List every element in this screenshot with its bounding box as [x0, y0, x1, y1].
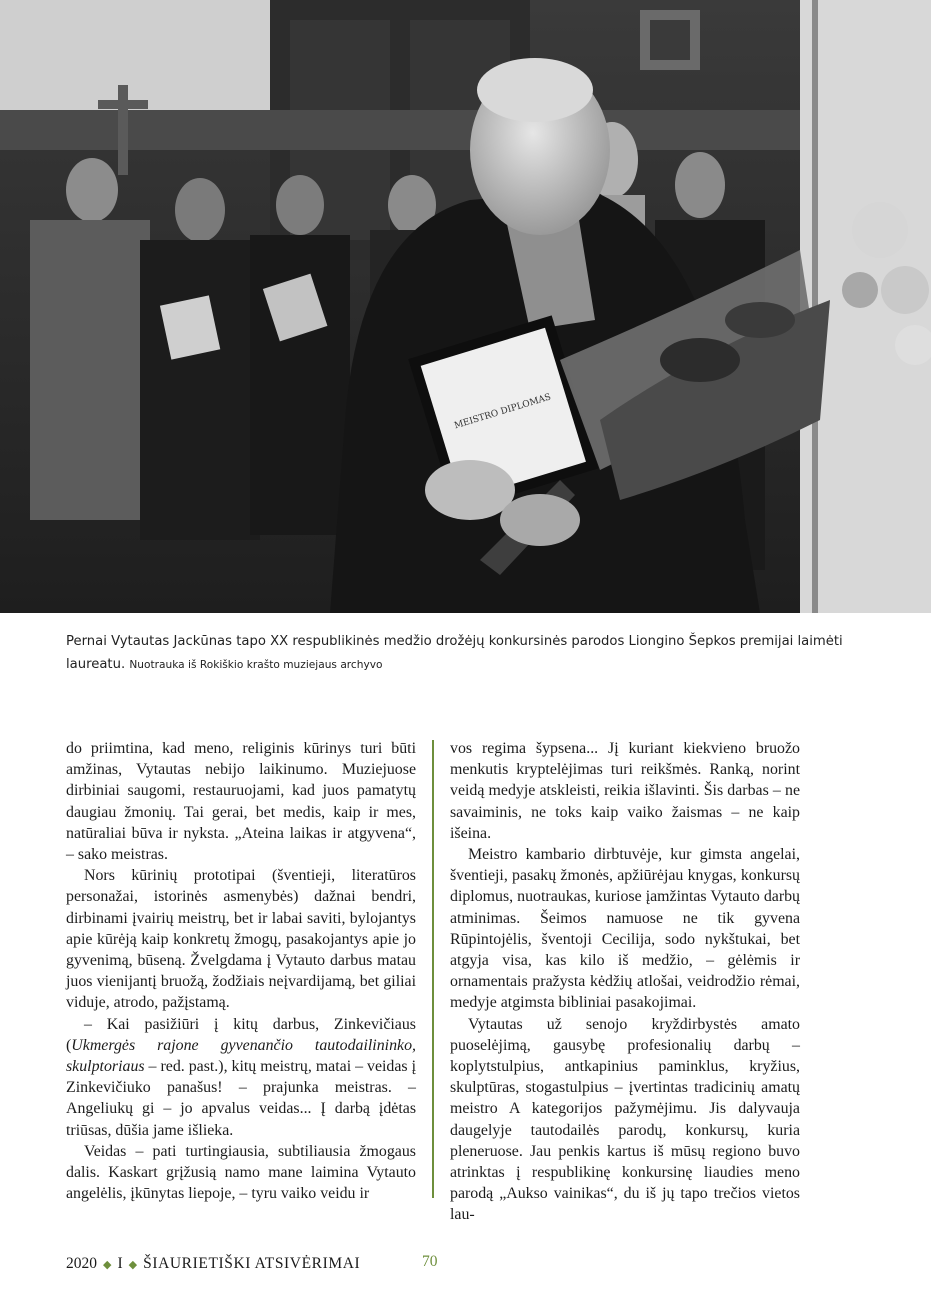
diamond-icon: ◆	[128, 1258, 138, 1271]
page-footer	[66, 1253, 360, 1275]
right-column	[450, 738, 800, 1226]
paragraph: Meistro kambario dirbtuvėje, kur gimsta angelai, šventieji, pasakų žmonės, apžiūrėjau knygas, konkursų diplomus, nuotraukas, kuriose įamžintas Vytauto darbų atminimas. Šeimos namuose ne tik gyvena Rūpintojėlis, šventoji Cecilija, sodo nykštukai, bet atgyja visa, kas kilo iš medžio, – gėlėmis ir ornamentais pražysta kėdžių atlošai, veidrodžio rėmai, medyje atgimsta bibliniai pasakojimai.	[450, 846, 800, 1012]
footer-year: 2020	[66, 1255, 97, 1272]
column-divider	[432, 740, 434, 1198]
photo-caption	[66, 630, 886, 677]
diploma-title: MEISTRO DIPLOMAS	[453, 392, 553, 432]
photo-credit: Nuotrauka iš Rokiškio krašto muziejaus archyvo	[129, 659, 383, 671]
photo-scene	[0, 0, 931, 613]
page-number: 70	[422, 1253, 438, 1270]
paragraph-quote	[66, 1014, 416, 1141]
cross-icon	[118, 85, 128, 175]
paragraph: Nors kūrinių prototipai (šventieji, literatūros personažai, istorinės asmenybės) dažnai bendri, dirbinami įvairių meistrų, bet ir labai saviti, bylojantys apie kūrėją kaip konkretų žmogų, pasakojantys apie jo gyvenimą, būseną. Žvelgdama į Vytauto darbus matau juos vienijantį bruožą, žodžiais neįvardijamą, bet giliai viduje, atrodo, pažįstamą.	[66, 867, 416, 1012]
editor-note: Ukmergės rajone gyvenančio tautodailininko, skulptoriaus	[66, 1036, 416, 1076]
paragraph-text: – Kai pasižiūri į kitų darbus, Zinkevičiaus (	[66, 1015, 416, 1054]
paragraph: Vytautas už senojo kryždirbystės amato puoselėjimą, gausybę profesionalių darbų – koplytstulpius, antkapinius paminklus, kryžius, skulptūras, stogastulpius – įvertintas tradicinių amatų meistro A kategorijos pažymėjimu. Jis dalyvauja daugelyje tautodailės parodų, konkursų, kuria pleneruose. Jau penkis kartus iš mūsų regiono buvo atrinktas į respublikinę konkursinę liaudies meno parodą „Aukso vainikas“, du iš jų tapo trečios vietos lau-	[450, 1015, 800, 1224]
magazine-title: ŠIAURIETIŠKI ATSIVĖRIMAI	[143, 1255, 361, 1272]
footer-issue: I	[117, 1255, 123, 1272]
diamond-icon: ◆	[103, 1258, 112, 1271]
paragraph: Veidas – pati turtingiausia, subtiliausia žmogaus dalis. Kaskart grįžusią namo mane laimina Vytauto angelėlis, įkūnytas liepoje, – tyru vaiko veidu ir	[66, 1142, 416, 1203]
caption-text: Pernai Vytautas Jackūnas tapo XX respublikinės medžio drožėjų konkursinės parodos Liongino Šepkos premijai laimėti laureatu.	[66, 634, 843, 672]
left-column	[66, 738, 416, 1204]
paragraph-text: – red. past.), kitų meistrų, matai – veidas į Zinkevičiuko panašus! – prajunka meistras. – Angeliukų gi – jo apvalus veidas... Į darbą įdėtas triūsas, dūšia jame išlieka.	[66, 1058, 416, 1139]
hands	[425, 460, 515, 520]
paragraph: vos regima šypsena... Jį kuriant kiekvieno bruožo menkutis kryptelėjimas turi reikšmės. Ranką, norint veidą medyje atskleisti, reikia išlavinti. Šis darbas – ne savaiminis, ne toks kaip vaiko žaismas – ne kaip išeina.	[450, 740, 800, 842]
paragraph: do priimtina, kad meno, religinis kūrinys turi būti amžinas, Vytautas nebijo laikinumo. Muziejuose dirbiniai saugomi, restauruojami, kad juos pamatytų daugiau žmonių. Tai gerai, bet medis, kaip ir mes, natūraliai būva ir nyksta. „Ateina laikas ir atgyvena“, – sako meistras.	[66, 740, 416, 864]
award-photo	[0, 0, 931, 613]
